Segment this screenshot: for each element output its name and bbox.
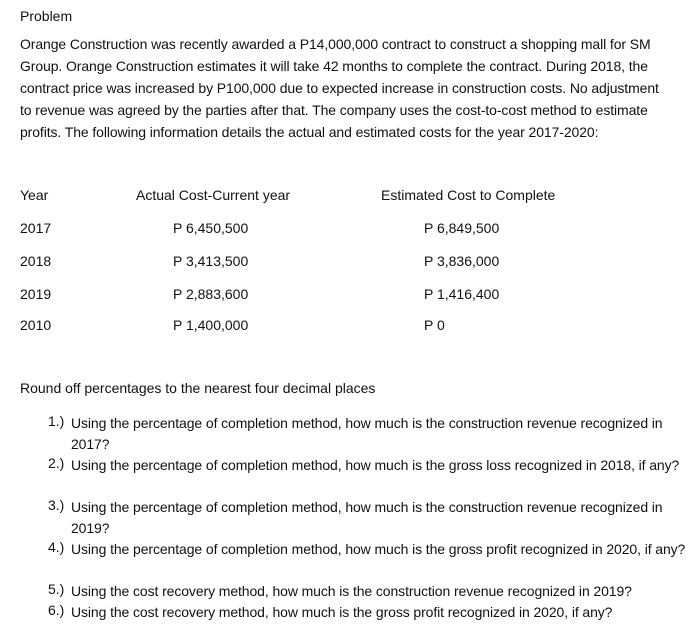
question-text: Using the percentage of completion method, how much is the gross profit recognized in 2020, if any? — [71, 541, 686, 557]
question-text: Using the percentage of completion method, how much is the gross loss recognized in 2018, if any? — [71, 457, 680, 473]
paragraph-line: profits. The following information details the actual and estimated costs for the year 2017-2020: — [20, 124, 599, 140]
cell-estimated: P 6,849,500 — [424, 220, 500, 236]
paragraph-line: to revenue was agreed by the parties after that. The company uses the cost-to-cost method to estimate — [20, 102, 648, 118]
heading: Problem — [20, 8, 73, 24]
paragraph-line: Group. Orange Construction estimates it will take 42 months to complete the contract. During 2018, the — [20, 58, 648, 74]
cell-year: 2018 — [20, 253, 52, 269]
cell-actual: P 6,450,500 — [173, 220, 249, 236]
cell-estimated: P 0 — [424, 317, 445, 333]
header-actual-cost: Actual Cost-Current year — [136, 187, 291, 203]
cell-year: 2010 — [20, 317, 52, 333]
paragraph-line: Orange Construction was recently awarded a P14,000,000 contract to construct a shopping mall for SM — [20, 36, 651, 52]
cell-actual: P 3,413,500 — [173, 253, 249, 269]
cell-estimated: P 3,836,000 — [424, 253, 500, 269]
cell-year: 2017 — [20, 220, 52, 236]
instruction: Round off percentages to the nearest four decimal places — [20, 380, 376, 396]
question-text: Using the percentage of completion method, how much is the construction revenue recognized in 2017? — [71, 415, 663, 452]
header-estimated-cost: Estimated Cost to Complete — [381, 187, 556, 203]
question-number: 3.) — [48, 497, 65, 513]
question-number: 5.) — [48, 581, 65, 597]
cell-actual: P 1,400,000 — [173, 317, 249, 333]
question-text: Using the percentage of completion method, how much is the construction revenue recognized in 2019? — [71, 499, 663, 536]
paragraph-line: contract price was increased by P100,000 due to expected increase in construction costs. No adjustment — [20, 80, 659, 96]
cell-year: 2019 — [20, 286, 52, 302]
question-number: 1.) — [48, 413, 65, 429]
question-text: Using the cost recovery method, how much is the gross profit recognized in 2020, if any? — [71, 604, 613, 620]
question-text: Using the cost recovery method, how much is the construction revenue recognized in 2019? — [71, 583, 632, 599]
cell-estimated: P 1,416,400 — [424, 286, 500, 302]
question-number: 4.) — [48, 539, 65, 555]
question-number: 2.) — [48, 455, 65, 471]
header-year: Year — [20, 187, 49, 203]
question-number: 6.) — [48, 602, 65, 618]
cell-actual: P 2,883,600 — [173, 286, 249, 302]
